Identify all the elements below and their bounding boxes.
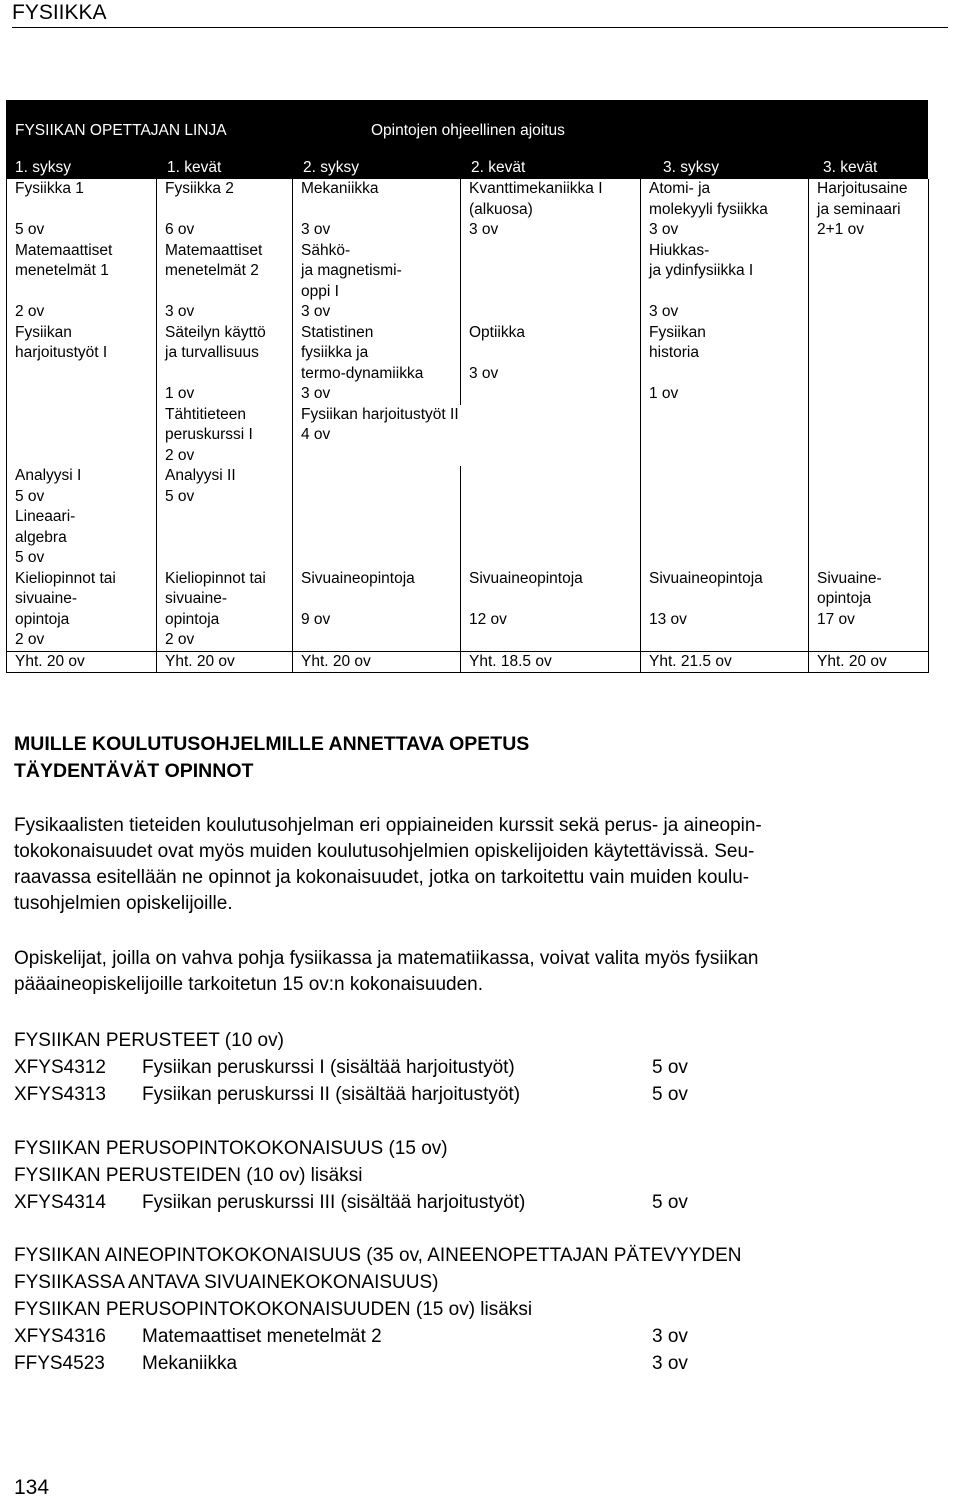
cell-line: 3 ov [649, 221, 679, 238]
schedule-row [7, 179, 929, 241]
course-row [14, 1190, 688, 1216]
schedule-cell [7, 241, 157, 323]
schedule-cell [157, 405, 293, 467]
schedule-cell [293, 507, 461, 569]
cell-line: Sivuaineopintoja [469, 569, 583, 587]
cell-line: ja seminaari [817, 200, 901, 218]
schedule-cell [293, 466, 461, 507]
cell-line: Analyysi I [15, 467, 82, 484]
schedule-row [7, 241, 929, 323]
schedule-cell [293, 241, 461, 323]
cell-line [15, 200, 156, 221]
cell-line: 5 ov [15, 221, 45, 238]
cell-line: historia [649, 344, 699, 361]
cell-line: 5 ov [15, 487, 45, 505]
cell-line: oppi I [301, 282, 339, 300]
schedule-cell [7, 323, 157, 405]
aineopinto-title-cont: FYSIIKASSA ANTAVA SIVUAINEKOKONAISUUS) [14, 1272, 439, 1293]
cell-line [469, 589, 640, 610]
cell-line: opintoja [15, 610, 70, 628]
schedule-cell [293, 405, 641, 467]
total-cell: Yht. 20 ov [293, 651, 461, 673]
cell-line: molekyyli fysiikka [649, 200, 768, 218]
cell-line: 4 ov [301, 426, 331, 443]
cell-line: Mekaniikka [301, 180, 379, 197]
course-credits: 5 ov [652, 1057, 688, 1078]
totals-row [7, 651, 929, 673]
cell-line: opintoja [817, 590, 872, 607]
schedule-cell [809, 507, 929, 569]
schedule-cell [7, 507, 157, 569]
course-name: Fysiikan peruskurssi II (sisältää harjoitustyöt) [142, 1084, 521, 1105]
cell-line: 5 ov [15, 549, 45, 566]
semester-1-spring: 1. kevät [167, 159, 222, 176]
cell-line: Sähkö- [301, 241, 351, 259]
schedule-cell [157, 323, 293, 405]
cell-line: Sivuaineopintoja [649, 569, 763, 587]
schedule-cell [461, 323, 641, 405]
schedule-cell [7, 405, 157, 467]
perusopinto-title: FYSIIKAN PERUSOPINTOKOKONAISUUS (15 ov) [14, 1138, 448, 1159]
course-name: Fysiikan peruskurssi III (sisältää harjoitustyöt) [142, 1192, 526, 1213]
schedule-row [7, 323, 929, 405]
page-number: 134 [14, 1476, 50, 1499]
course-code: XFYS4316 [14, 1326, 106, 1347]
other-programs-heading [14, 731, 914, 785]
cell-line: 12 ov [469, 610, 507, 628]
header-rule [12, 27, 948, 28]
cell-line: Hiukkas- [649, 241, 710, 259]
cell-line: Atomi- ja [649, 180, 711, 197]
cell-line [301, 200, 460, 221]
course-row [14, 1055, 688, 1081]
cell-line [301, 589, 460, 610]
cell-line: 3 ov [469, 364, 499, 382]
cell-line: Kieliopinnot tai [165, 569, 266, 587]
schedule-cell [809, 179, 929, 241]
cell-line: termo-dynamiikka [301, 364, 424, 382]
cell-line: Fysiikka 2 [165, 180, 234, 197]
cell-line: Sivuaineopintoja [301, 569, 415, 587]
cell-line: Fysiikan harjoitustyöt II [301, 405, 459, 423]
cell-line [649, 364, 808, 385]
schedule-table [6, 100, 928, 673]
cell-line: ja ydinfysiikka I [649, 262, 754, 279]
cell-line: 1 ov [649, 385, 679, 402]
cell-line: ja magnetismi- [301, 262, 402, 279]
cell-line: 2 ov [15, 631, 45, 648]
cell-line [649, 589, 808, 610]
cell-line: Fysiikan [15, 323, 72, 341]
cell-line: 3 ov [469, 221, 499, 238]
schedule-row [7, 466, 929, 507]
cell-line: Matemaattiset [165, 241, 263, 259]
cell-line: 17 ov [817, 610, 855, 628]
course-credits: 3 ov [652, 1326, 688, 1347]
cell-line: Tähtitieteen [165, 405, 246, 423]
schedule-row [7, 569, 929, 652]
course-code: XFYS4313 [14, 1084, 106, 1105]
aineopinto-subtitle: FYSIIKAN PERUSOPINTOKOKONAISUUDEN (15 ov) lisäksi [14, 1299, 533, 1320]
cell-line: sivuaine- [165, 590, 228, 607]
schedule-cell [7, 179, 157, 241]
schedule-cell [809, 405, 929, 467]
course-name: Fysiikan peruskurssi I (sisältää harjoitustyöt) [142, 1057, 515, 1078]
course-code: FFYS4523 [14, 1353, 105, 1374]
perusopinto-subtitle: FYSIIKAN PERUSTEIDEN (10 ov) lisäksi [14, 1165, 363, 1186]
paragraph-line: raavassa esitellään ne opinnot ja kokonaisuudet, jotka on tarkoitettu vain muiden koulu- [14, 867, 750, 888]
total-cell: Yht. 21.5 ov [641, 651, 809, 673]
course-credits: 5 ov [652, 1192, 688, 1213]
semester-2-autumn: 2. syksy [303, 159, 359, 176]
course-credits: 5 ov [652, 1084, 688, 1105]
cell-line: 6 ov [165, 221, 195, 238]
heading-line: MUILLE KOULUTUSOHJELMILLE ANNETTAVA OPETUS [14, 733, 530, 755]
schedule-cell [641, 405, 809, 467]
cell-line: Optiikka [469, 323, 525, 341]
cell-line: menetelmät 2 [165, 262, 259, 279]
cell-line: menetelmät 1 [15, 262, 109, 279]
paragraph-line: tokokonaisuudet ovat myös muiden koulutusohjelmien opiskelijoiden käytettävissä. Seu- [14, 841, 755, 862]
schedule-subtitle: Opintojen ohjeellinen ajoitus [371, 122, 565, 139]
schedule-cell [641, 569, 809, 652]
schedule-cell [809, 241, 929, 323]
page-header: FYSIIKKA [12, 1, 107, 24]
semester-header [6, 157, 928, 179]
cell-line [165, 282, 292, 303]
schedule-cell [461, 569, 641, 652]
schedule-row [7, 507, 929, 569]
intro-paragraph [14, 813, 914, 917]
schedule-cell [461, 466, 641, 507]
option-paragraph [14, 946, 914, 998]
cell-line: fysiikka ja [301, 344, 369, 361]
cell-line: ja turvallisuus [165, 344, 259, 361]
course-code: XFYS4314 [14, 1192, 106, 1213]
course-name: Matemaattiset menetelmät 2 [142, 1326, 382, 1347]
schedule-cell [293, 569, 461, 652]
schedule-cell [461, 179, 641, 241]
total-cell: Yht. 20 ov [809, 651, 929, 673]
cell-line: sivuaine- [15, 590, 78, 607]
semester-3-spring: 3. kevät [823, 159, 878, 176]
course-row [14, 1351, 688, 1377]
cell-line: 3 ov [649, 303, 679, 320]
cell-line: Fysiikka 1 [15, 180, 84, 197]
cell-line: 2 ov [165, 631, 195, 648]
schedule-cell [809, 569, 929, 652]
paragraph-line: tusohjelmien opiskelijoille. [14, 893, 233, 914]
cell-line: Harjoitusaine [817, 180, 908, 197]
schedule-cell [641, 466, 809, 507]
cell-line: 2 ov [165, 446, 195, 464]
schedule-cell [157, 569, 293, 652]
heading-line: TÄYDENTÄVÄT OPINNOT [14, 760, 254, 782]
cell-line: 2+1 ov [817, 221, 864, 238]
cell-line: 1 ov [165, 385, 195, 402]
cell-line: Kvanttimekaniikka I [469, 180, 603, 197]
cell-line: 3 ov [301, 303, 331, 320]
cell-line [649, 282, 808, 303]
cell-line: Matemaattiset [15, 241, 113, 259]
cell-line: Fysiikan [649, 323, 706, 341]
total-cell: Yht. 18.5 ov [461, 651, 641, 673]
aineopinto-title: FYSIIKAN AINEOPINTOKOKONAISUUS (35 ov, AINEENOPETTAJAN PÄTEVYYDEN [14, 1245, 742, 1266]
schedule-cell [641, 507, 809, 569]
schedule-cell [7, 466, 157, 507]
schedule-cell [293, 179, 461, 241]
cell-line: 3 ov [301, 221, 331, 238]
semester-1-autumn: 1. syksy [15, 159, 71, 176]
cell-line [469, 343, 640, 364]
schedule-cell [157, 507, 293, 569]
schedule-cell [809, 323, 929, 405]
schedule-cell [641, 179, 809, 241]
cell-line: harjoitustyöt I [15, 344, 108, 361]
schedule-grid [6, 179, 929, 673]
course-code: XFYS4312 [14, 1057, 106, 1078]
schedule-cell [293, 323, 461, 405]
paragraph-line: pääaineopiskelijoille tarkoitetun 15 ov:n kokonaisuuden. [14, 974, 483, 995]
course-row [14, 1082, 688, 1108]
total-cell: Yht. 20 ov [157, 651, 293, 673]
cell-line: 9 ov [301, 610, 331, 628]
cell-line: 5 ov [165, 487, 195, 505]
total-cell: Yht. 20 ov [7, 651, 157, 673]
cell-line: Lineaari- [15, 508, 76, 525]
perusteet-title: FYSIIKAN PERUSTEET (10 ov) [14, 1030, 284, 1051]
course-row [14, 1324, 688, 1350]
schedule-cell [809, 466, 929, 507]
cell-line: 13 ov [649, 610, 687, 628]
cell-line [165, 364, 292, 385]
cell-line: Kieliopinnot tai [15, 569, 116, 587]
schedule-cell [157, 179, 293, 241]
cell-line [165, 200, 292, 221]
paragraph-line: Opiskelijat, joilla on vahva pohja fysiikassa ja matematiikassa, voivat valita myös fysiikan [14, 948, 759, 969]
cell-line: opintoja [165, 610, 220, 628]
schedule-cell [461, 507, 641, 569]
cell-line: peruskurssi I [165, 426, 253, 443]
cell-line: 3 ov [165, 303, 195, 320]
cell-line: 2 ov [15, 303, 45, 320]
cell-line: Statistinen [301, 323, 374, 341]
schedule-title-bar [6, 100, 928, 157]
schedule-cell [641, 241, 809, 323]
cell-line: Säteilyn käyttö [165, 323, 266, 341]
cell-line: 3 ov [301, 385, 331, 402]
semester-2-spring: 2. kevät [471, 159, 526, 176]
course-credits: 3 ov [652, 1353, 688, 1374]
semester-3-autumn: 3. syksy [663, 159, 719, 176]
schedule-row [7, 405, 929, 467]
schedule-title: FYSIIKAN OPETTAJAN LINJA [15, 122, 227, 139]
cell-line: algebra [15, 528, 67, 546]
schedule-cell [157, 466, 293, 507]
schedule-cell [641, 323, 809, 405]
paragraph-line: Fysikaalisten tieteiden koulutusohjelman eri oppiaineiden kurssit sekä perus- ja aineopin- [14, 815, 762, 836]
cell-line [15, 282, 156, 303]
cell-line: Sivuaine- [817, 569, 882, 587]
schedule-cell [7, 569, 157, 652]
schedule-cell [461, 241, 641, 323]
course-name: Mekaniikka [142, 1353, 238, 1374]
cell-line: Analyysi II [165, 467, 236, 484]
schedule-cell [157, 241, 293, 323]
cell-line: (alkuosa) [469, 200, 533, 218]
